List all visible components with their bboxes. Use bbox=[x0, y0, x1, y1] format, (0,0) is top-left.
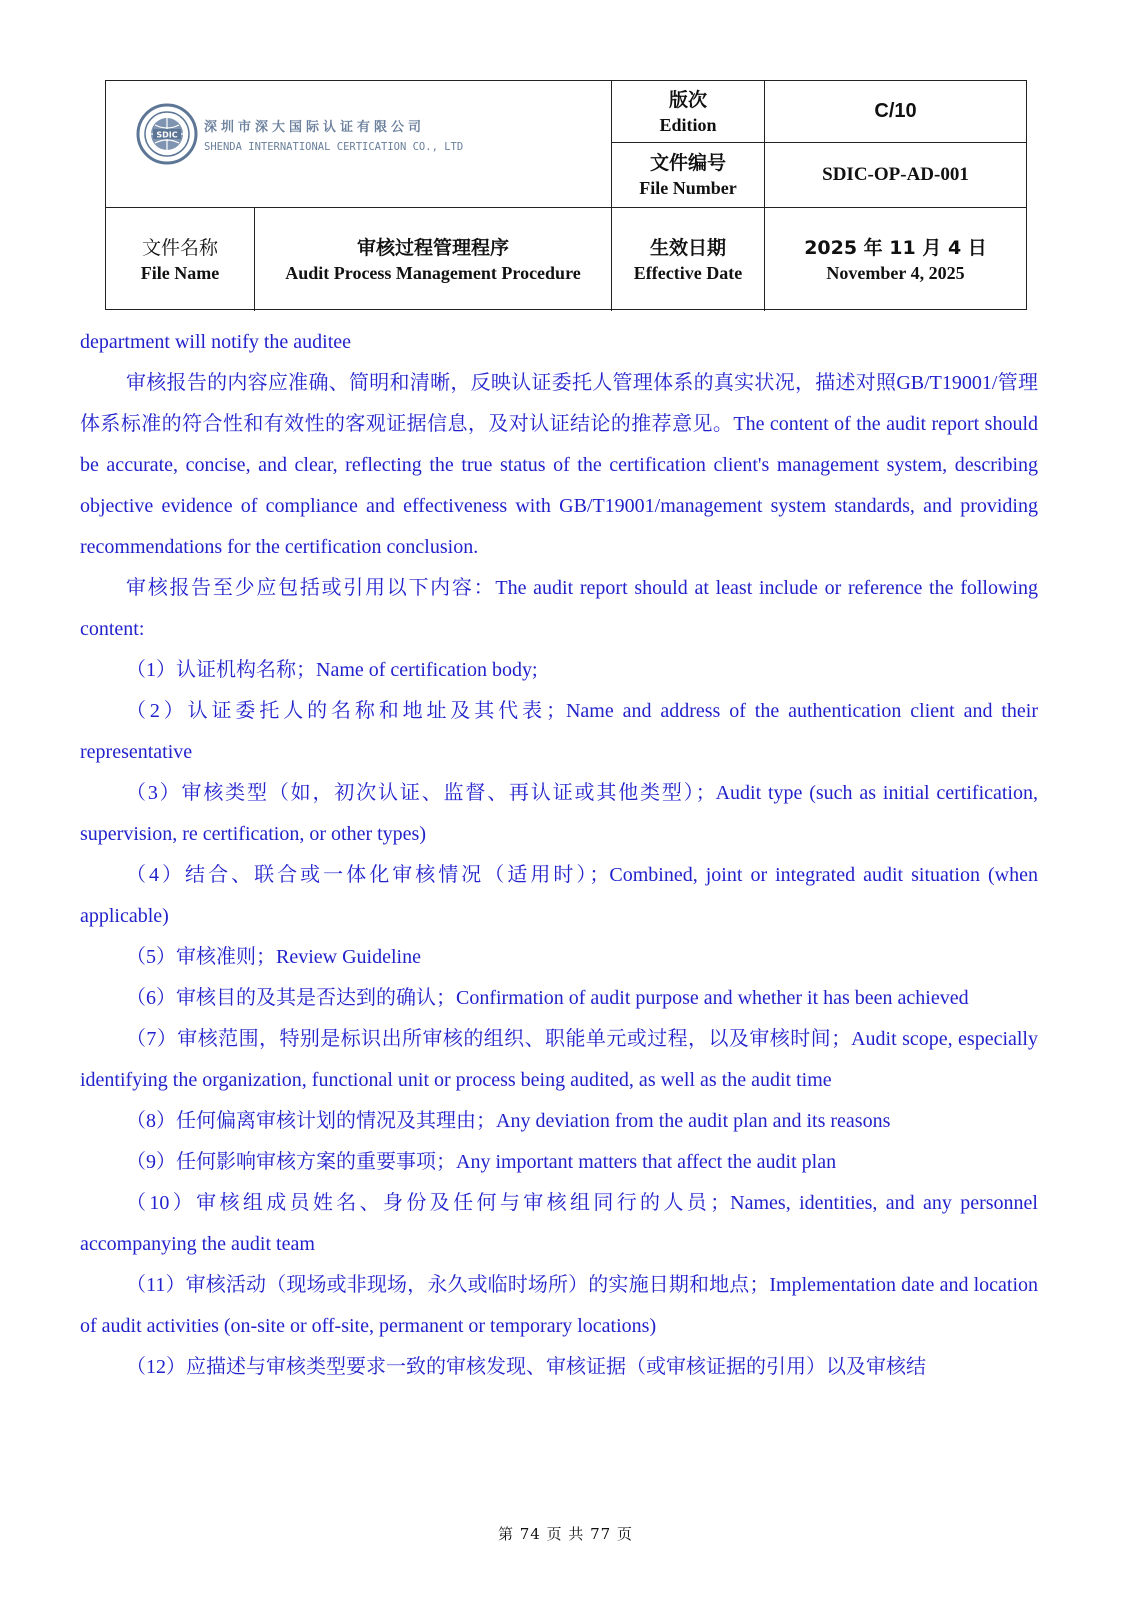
company-name-block bbox=[204, 116, 463, 153]
company-name-en: SHENDA INTERNATIONAL CERTICATION CO., LTD bbox=[204, 140, 464, 153]
file-name-label-cell bbox=[106, 208, 254, 311]
list-item: （6）审核目的及其是否达到的确认；Confirmation of audit purpose and whether it has been achieved bbox=[126, 987, 969, 1009]
effective-date-label-cell bbox=[612, 208, 764, 311]
list-item: （8）任何偏离审核计划的情况及其理由；Any deviation from the audit plan and its reasons bbox=[126, 1110, 891, 1132]
list-item: （1）认证机构名称；Name of certification body; bbox=[126, 659, 538, 681]
document-body bbox=[80, 322, 1038, 1388]
effective-date-label-cn: 生效日期 bbox=[649, 236, 726, 259]
list-item: （9）任何影响审核方案的重要事项；Any important matters that affect the audit plan bbox=[126, 1151, 837, 1173]
company-seal-icon bbox=[136, 103, 198, 165]
body-paragraph: 审核报告的内容应准确、简明和清晰，反映认证委托人管理体系的真实状况，描述对照GB/T19001/管理体系标准的符合性和有效性的客观证据信息，及对认证结论的推荐意见。The content of the audit report should be accurate, concise, and clear, reflecting the true status of the certification client's management system, describing objective evidence of compliance and effectiveness with GB/T19001/management system standards, and providing recommendations for the certification conclusion. bbox=[80, 372, 1038, 558]
file-number-value-cell bbox=[765, 143, 1026, 207]
list-item: （5）审核准则；Review Guideline bbox=[126, 946, 421, 968]
file-number-label-cell bbox=[612, 143, 764, 207]
body-paragraph: department will notify the auditee bbox=[80, 331, 352, 353]
effective-date-value-cn: 2025 年 11 月 4 日 bbox=[804, 236, 987, 259]
edition-label-cn: 版次 bbox=[668, 88, 707, 111]
file-number-value: SDIC-OP-AD-001 bbox=[822, 164, 969, 185]
body-paragraph: 审核报告至少应包括或引用以下内容：The audit report should at least include or reference the following content: bbox=[80, 577, 1038, 640]
edition-label-cell bbox=[612, 81, 764, 142]
file-name-label-en: File Name bbox=[140, 262, 220, 283]
file-name-value-en: Audit Process Management Procedure bbox=[285, 262, 581, 283]
company-logo-block bbox=[136, 103, 463, 165]
effective-date-value-cell bbox=[765, 208, 1026, 311]
list-item: （3）审核类型（如，初次认证、监督、再认证或其他类型）；Audit type (such as initial certification, supervision, re certification, or other types) bbox=[80, 782, 1038, 845]
file-name-value-cn: 审核过程管理程序 bbox=[356, 236, 509, 259]
file-number-label-cn: 文件编号 bbox=[649, 152, 726, 174]
page-number: 第 74 页 共 77 页 bbox=[497, 1525, 633, 1543]
list-item: （11）审核活动（现场或非现场，永久或临时场所）的实施日期和地点；Implementation date and location of audit activities (on-site or off-site, permanent or temporary locations) bbox=[80, 1274, 1038, 1337]
list-item: （4）结合、联合或一体化审核情况（适用时）；Combined, joint or integrated audit situation (when applicable) bbox=[80, 864, 1038, 927]
edition-value-cell bbox=[765, 81, 1026, 142]
effective-date-value-en: November 4, 2025 bbox=[826, 262, 965, 283]
file-name-label-cn: 文件名称 bbox=[141, 236, 218, 259]
company-name-cn: 深圳市深大国际认证有限公司 bbox=[204, 119, 426, 135]
svg-text:SDIC: SDIC bbox=[156, 130, 178, 140]
list-item: （12）应描述与审核类型要求一致的审核发现、审核证据（或审核证据的引用）以及审核结 bbox=[126, 1356, 926, 1378]
edition-value: C/10 bbox=[874, 100, 917, 122]
edition-label-en: Edition bbox=[659, 114, 717, 135]
list-item: （7）审核范围，特别是标识出所审核的组织、职能单元或过程，以及审核时间；Audit scope, especially identifying the organization, functional unit or process being audited, as well as the audit time bbox=[80, 1028, 1038, 1091]
list-item: （2）认证委托人的名称和地址及其代表；Name and address of the authentication client and their representative bbox=[80, 700, 1038, 763]
list-item: （10）审核组成员姓名、身份及任何与审核组同行的人员；Names, identities, and any personnel accompanying the audit team bbox=[80, 1192, 1038, 1255]
document-header-table bbox=[105, 80, 1027, 310]
file-name-value-cell bbox=[255, 208, 611, 311]
effective-date-label-en: Effective Date bbox=[633, 262, 743, 283]
file-number-label-en: File Number bbox=[639, 178, 737, 198]
